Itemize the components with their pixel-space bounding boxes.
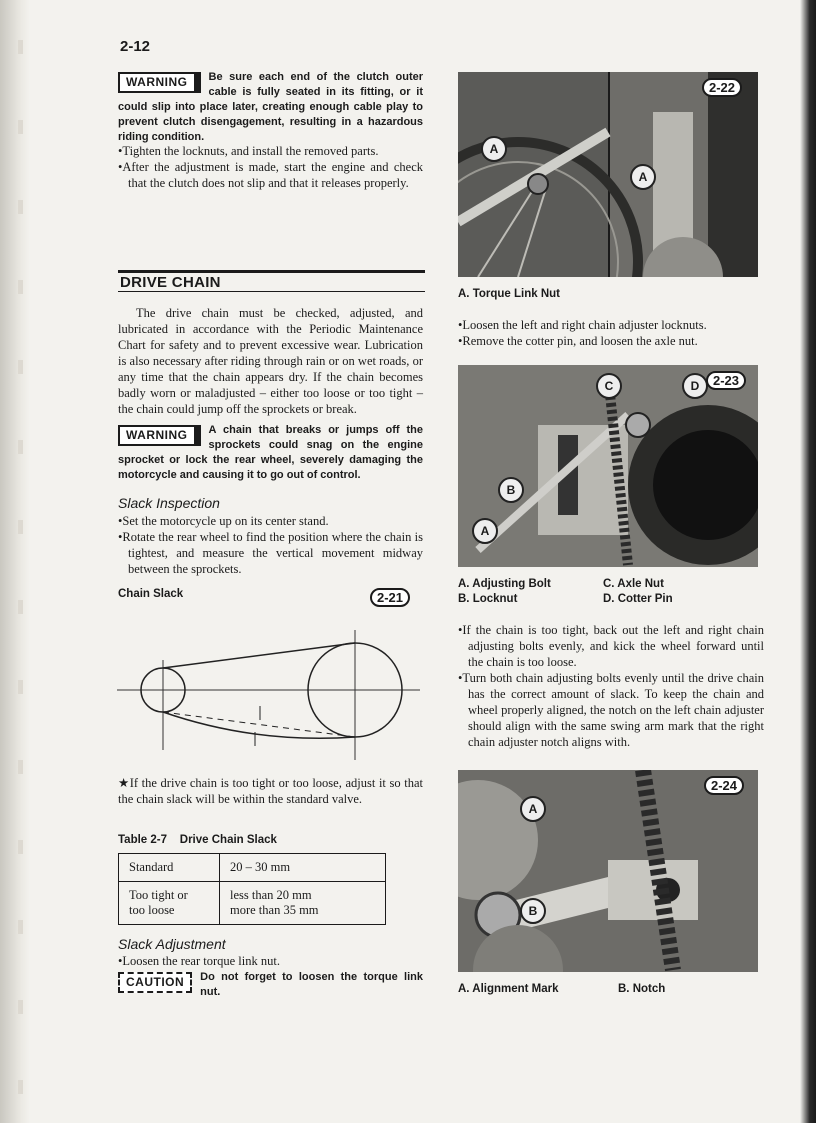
list-item: •Remove the cotter pin, and loosen the axle nut. (458, 334, 698, 348)
warning-badge: WARNING (118, 425, 201, 446)
axle-loosen-steps (458, 317, 764, 349)
table-cell: Standard (119, 854, 220, 882)
list-item: •Tighten the locknuts, and install the removed parts. (118, 144, 379, 158)
lower-chain-slack (163, 712, 355, 738)
adjust-bolt-steps (458, 622, 764, 750)
table-row (119, 882, 386, 925)
callout-b: B (520, 898, 546, 924)
lower-chain-tight (163, 712, 355, 737)
list-item: •Set the motorcycle up on its center stand. (118, 514, 329, 528)
list-item: •Loosen the rear torque link nut. (118, 954, 280, 968)
torque-link-photo (458, 72, 758, 277)
photo-fig-2-23 (458, 365, 758, 567)
upper-chain-run (163, 643, 355, 668)
callout-a: A (520, 796, 546, 822)
section-heading-drive-chain: DRIVE CHAIN (118, 270, 425, 292)
warning-badge: WARNING (118, 72, 201, 93)
callout-c: C (596, 373, 622, 399)
list-item: •After the adjustment is made, start the engine and check that the clutch does not slip and that it releases properly. (118, 160, 423, 190)
chain-slack-diagram (115, 620, 425, 770)
clutch-steps (118, 143, 423, 191)
callout-a: A (472, 518, 498, 544)
figure-tag-2-22: 2-22 (702, 78, 742, 97)
caution-text: Do not forget to loosen the torque link nut. (200, 971, 423, 998)
caption-fig-2-23: A. Adjusting Bolt C. Axle Nut B. Locknut D. Cotter Pin (458, 578, 673, 605)
caution-badge: CAUTION (118, 972, 192, 993)
slack-adjustment-title: Slack Adjustment (118, 936, 226, 952)
figure-tag-2-21: 2-21 (370, 588, 410, 607)
alignment-mark-photo (458, 770, 758, 972)
page-number: 2-12 (120, 38, 151, 55)
warning-clutch-cable (118, 70, 423, 145)
photo-fig-2-24 (458, 770, 758, 972)
figure-tag-2-24: 2-24 (704, 776, 744, 795)
photo-fig-2-22 (458, 72, 758, 277)
slack-adjustment-steps (118, 953, 423, 969)
list-item: •If the chain is too tight, back out the left and right chain adjusting bolts evenly, and kick the wheel forward until the chain is too loose. (458, 623, 764, 669)
caption-fig-2-22: A. Torque Link Nut (458, 288, 561, 300)
list-item: •Turn both chain adjusting bolts evenly until the drive chain has the correct amount of slack. To keep the chain and wheel properly aligned, the notch on the left chain adjuster should align with the same swing arm mark that the right chain adjuster notch aligns with. (458, 671, 764, 749)
callout-d: D (682, 373, 708, 399)
drive-chain-intro: The drive chain must be checked, adjusted, and lubricated in accordance with the Periodic Maintenance Chart for safety and to prevent excessive wear. Lubrication is also necessary after riding through rain or on wet roads, or any time that the chain appears dry. If the chain becomes badly worn or maladjusted – either too loose or too tight – the chain could jump off the sprockets or break. (118, 306, 423, 416)
figure-label-chain-slack: Chain Slack (118, 588, 184, 600)
table-caption: Table 2-7 Drive Chain Slack (118, 834, 277, 846)
table-cell: 20 – 30 mm (220, 854, 386, 882)
figure-tag-2-23: 2-23 (706, 371, 746, 390)
warning-clutch-text: Be sure each end of the clutch outer cable is fully seated in its fitting, or it could slip into place later, creating enough cable play to prevent clutch disengagement, resulting in a hazardous riding condition. (118, 71, 423, 143)
list-item: •Loosen the left and right chain adjuster locknuts. (458, 318, 707, 332)
table-row (119, 854, 386, 882)
drive-chain-slack-table (118, 853, 386, 925)
caution-torque-link (118, 970, 423, 1000)
callout-a: A (630, 164, 656, 190)
slack-inspection-steps (118, 513, 423, 577)
slack-inspection-title: Slack Inspection (118, 495, 220, 511)
table-cell: Too tight or too loose (119, 882, 220, 925)
warning-drive-chain (118, 423, 423, 483)
caption-fig-2-24: A. Alignment Mark B. Notch (458, 983, 666, 995)
table-cell: less than 20 mm more than 35 mm (220, 882, 386, 925)
list-item: •Rotate the rear wheel to find the position where the chain is tightest, and measure the vertical movement midway between the sprockets. (118, 530, 423, 576)
adjust-note: ★If the drive chain is too tight or too loose, adjust it so that the chain slack will be within the standard valve. (118, 776, 423, 806)
callout-a: A (481, 136, 507, 162)
callout-b: B (498, 477, 524, 503)
warning-chain-text: A chain that breaks or jumps off the sprockets could snag on the engine sprocket or lock the rear wheel, severely damaging the motorcycle and causing it to go out of control. (118, 424, 423, 481)
